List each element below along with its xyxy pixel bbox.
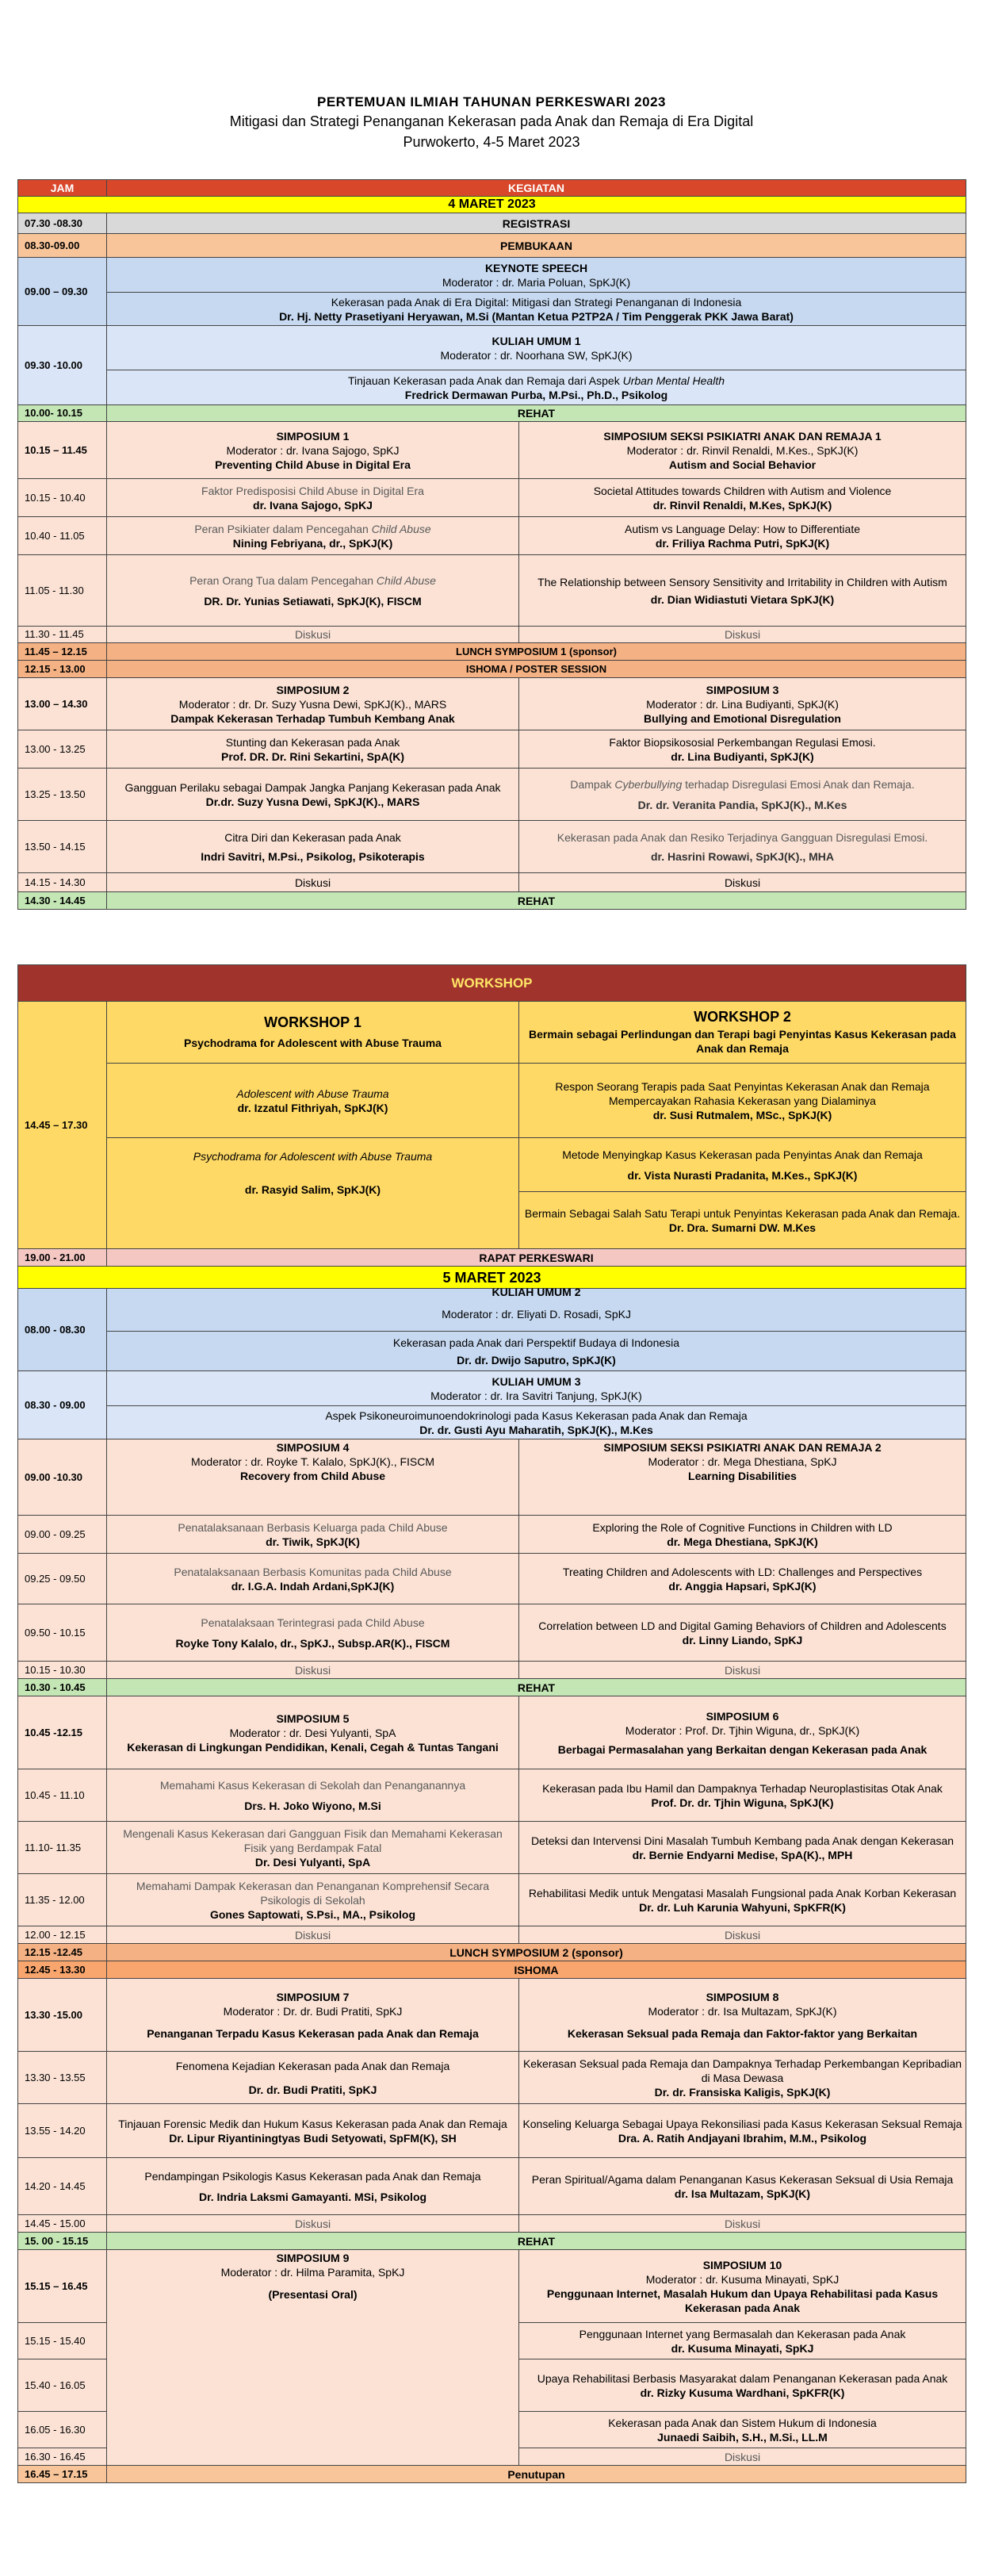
time-cell: 10.45 -12.15 <box>18 1696 107 1769</box>
time-cell: 08.30-09.00 <box>18 234 107 258</box>
keynote-topic-cell <box>107 293 966 326</box>
session-cell: Mengenali Kasus Kekerasan dari Gangguan Fisik dan Memahami Kekerasan Fisik yang Berdampak Fatal Dr. Desi Yulyanti, SpA <box>107 1822 519 1874</box>
rehat-row: REHAT <box>107 1679 966 1696</box>
time-cell: 11.30 - 11.45 <box>18 627 107 643</box>
simposium-5-header: SIMPOSIUM 5 Moderator : dr. Desi Yulyanti, SpA Kekerasan di Lingkungan Pendidikan, Kenali, Cegah & Tuntas Tangani <box>107 1696 519 1769</box>
time-cell: 11.05 - 11.30 <box>18 555 107 627</box>
diskusi-cell: Diskusi <box>519 2215 966 2233</box>
page-title: PERTEMUAN ILMIAH TAHUNAN PERKESWARI 2023 <box>316 94 666 109</box>
session-cell: Peran Orang Tua dalam Pencegahan Child Abuse DR. Dr. Yunias Setiawati, SpKJ(K), FISCM <box>107 555 519 627</box>
keynote-topic: Kekerasan pada Anak di Era Digital: Mitigasi dan Strategi Penanganan di Indonesia <box>331 295 742 309</box>
col-header-kegiatan: KEGIATAN <box>107 180 966 197</box>
session-cell: Faktor Biopsikososial Perkembangan Regulasi Emosi. dr. Lina Budiyanti, SpKJ(K) <box>519 730 966 769</box>
diskusi-cell: Diskusi <box>519 2448 966 2466</box>
time-cell: 15.40 - 16.05 <box>18 2359 107 2412</box>
keynote-title: KEYNOTE SPEECH <box>484 261 588 274</box>
session-cell: Citra Diri dan Kekerasan pada Anak Indri Savitri, M.Psi., Psikolog, Psikoterapis <box>107 821 519 873</box>
diskusi-cell: Diskusi <box>107 1662 519 1679</box>
session-cell: Treating Children and Adolescents with LD: Challenges and Perspectives dr. Anggia Hapsari, SpKJ(K) <box>519 1554 966 1604</box>
workshop-2-session: Bermain Sebagai Salah Satu Terapi untuk Penyintas Kekerasan pada Anak dan Remaja. Dr. Dra. Sumarni DW. M.Kes <box>519 1192 966 1249</box>
session-cell: Upaya Rehabilitasi Berbasis Masyarakat dalam Penanganan Kekerasan pada Anak dr. Rizky Kusuma Wardhani, SpKFR(K) <box>519 2359 966 2412</box>
time-cell: 08.30 - 09.00 <box>18 1371 107 1439</box>
keynote-header <box>107 258 966 293</box>
session-cell: Dampak Cyberbullying terhadap Disregulasi Emosi Anak dan Remaja. Dr. dr. Veranita Pandia, SpKJ(K)., M.Kes <box>519 769 966 821</box>
time-cell: 10.15 – 11.45 <box>18 422 107 479</box>
simposium-seksi-2-header: SIMPOSIUM SEKSI PSIKIATRI ANAK DAN REMAJA 2 Moderator : dr. Mega Dhestiana, SpKJ Learning Disabilities <box>519 1439 966 1516</box>
session-cell: Memahami Kasus Kekerasan di Sekolah dan Penanganannya Drs. H. Joko Wiyono, M.Si <box>107 1769 519 1822</box>
session-cell: Peran Psikiater dalam Pencegahan Child Abuse Nining Febriyana, dr., SpKJ(K) <box>107 517 519 555</box>
time-cell: 16.30 - 16.45 <box>18 2448 107 2466</box>
time-cell: 14.45 - 15.00 <box>18 2215 107 2233</box>
time-cell: 14.30 - 14.45 <box>18 892 107 910</box>
penutupan-row: Penutupan <box>107 2466 966 2483</box>
simposium-9-header: SIMPOSIUM 9 Moderator : dr. Hilma Paramita, SpKJ (Presentasi Oral) <box>107 2250 519 2466</box>
kuliah-umum-moderator: Moderator : dr. Noorhana SW, SpKJ(K) <box>440 348 633 362</box>
diskusi-cell: Diskusi <box>519 1926 966 1944</box>
session-cell: Faktor Predisposisi Child Abuse in Digital Era dr. Ivana Sajogo, SpKJ <box>107 479 519 517</box>
schedule-day1-table <box>17 179 966 910</box>
diskusi-cell: Diskusi <box>107 1926 519 1944</box>
time-cell: 09.30 -10.00 <box>18 326 107 405</box>
simposium-1-header: SIMPOSIUM 1 Moderator : dr. Ivana Sajogo, SpKJ Preventing Child Abuse in Digital Era <box>107 422 519 479</box>
lunch-symposium-row: LUNCH SYMPOSIUM 1 (sponsor) <box>107 643 966 661</box>
event-place-date: Purwokerto, 4-5 Maret 2023 <box>403 134 580 150</box>
time-cell: 15.15 – 16.45 <box>18 2250 107 2323</box>
session-cell: Correlation between LD and Digital Gaming Behaviors of Children and Adolescents dr. Linny Liando, SpKJ <box>519 1604 966 1662</box>
time-cell: 07.30 -08.30 <box>18 213 107 234</box>
time-cell: 09.50 - 10.15 <box>18 1604 107 1662</box>
workshop-2-session: Metode Menyingkap Kasus Kekerasan pada Penyintas Anak dan Remaja dr. Vista Nurasti Pradanita, M.Kes., SpKJ(K) <box>519 1138 966 1192</box>
page-subtitle: Mitigasi dan Strategi Penanganan Kekerasan pada Anak dan Remaja di Era Digital <box>229 113 754 129</box>
kuliah-umum-3-header: KULIAH UMUM 3 Moderator : dr. Ira Savitri Tanjung, SpKJ(K) <box>107 1371 966 1406</box>
time-cell: 13.25 - 13.50 <box>18 769 107 821</box>
time-cell: 16.05 - 16.30 <box>18 2412 107 2448</box>
time-cell: 14.45 – 17.30 <box>18 1002 107 1249</box>
simposium-seksi-1-header: SIMPOSIUM SEKSI PSIKIATRI ANAK DAN REMAJA 1 Moderator : dr. Rinvil Renaldi, M.Kes., SpKJ(K) Autism and Social Behavior <box>519 422 966 479</box>
diskusi-cell: Diskusi <box>107 873 519 892</box>
session-cell: Peran Spiritual/Agama dalam Penanganan Kasus Kekerasan Seksual di Usia Remaja dr. Isa Multazam, SpKJ(K) <box>519 2158 966 2215</box>
time-cell: 13.30 -15.00 <box>18 1979 107 2052</box>
session-cell: Kekerasan pada Anak dan Resiko Terjadinya Gangguan Disregulasi Emosi. dr. Hasrini Rowawi, SpKJ(K)., MHA <box>519 821 966 873</box>
time-cell: 12.15 -12.45 <box>18 1944 107 1961</box>
time-cell: 10.15 - 10.30 <box>18 1662 107 1679</box>
session-cell: Fenomena Kejadian Kekerasan pada Anak dan Remaja Dr. dr. Budi Pratiti, SpKJ <box>107 2052 519 2104</box>
session-cell: Rehabilitasi Medik untuk Mengatasi Masalah Fungsional pada Anak Korban Kekerasan Dr. dr. Luh Karunia Wahyuni, SpKFR(K) <box>519 1874 966 1926</box>
time-cell: 13.55 - 14.20 <box>18 2104 107 2158</box>
simposium-6-header: SIMPOSIUM 6 Moderator : Prof. Dr. Tjhin Wiguna, dr., SpKJ(K) Berbagai Permasalahan yang Berkaitan dengan Kekerasan pada Anak <box>519 1696 966 1769</box>
time-cell: 11.10- 11.35 <box>18 1822 107 1874</box>
kuliah-umum-1-header <box>107 326 966 370</box>
time-cell: 10.30 - 10.45 <box>18 1679 107 1696</box>
simposium-7-header: SIMPOSIUM 7 Moderator : Dr. dr. Budi Pratiti, SpKJ Penanganan Terpadu Kasus Kekerasan pada Anak dan Remaja <box>107 1979 519 2052</box>
kuliah-umum-title: KULIAH UMUM 1 <box>492 334 581 347</box>
time-cell: 13.30 - 13.55 <box>18 2052 107 2104</box>
session-cell: Kekerasan Seksual pada Remaja dan Dampaknya Terhadap Perkembangan Kepribadian di Masa Dewasa Dr. dr. Fransiska Kaligis, SpKJ(K) <box>519 2052 966 2104</box>
ishoma-row: ISHOMA <box>107 1961 966 1979</box>
time-cell: 08.00 - 08.30 <box>18 1289 107 1371</box>
session-cell: Penatalaksaan Terintegrasi pada Child Abuse Royke Tony Kalalo, dr., SpKJ., Subsp.AR(K)., FISCM <box>107 1604 519 1662</box>
diskusi-cell: Diskusi <box>519 1662 966 1679</box>
kuliah-umum-2-topic-cell: Kekerasan pada Anak dari Perspektif Budaya di Indonesia Dr. dr. Dwijo Saputro, SpKJ(K) <box>107 1332 966 1371</box>
time-cell: 13.50 - 14.15 <box>18 821 107 873</box>
time-cell: 12.45 - 13.30 <box>18 1961 107 1979</box>
time-cell: 11.45 – 12.15 <box>18 643 107 661</box>
lunch-symposium-row: LUNCH SYMPOSIUM 2 (sponsor) <box>107 1944 966 1961</box>
workshop-1-session: Adolescent with Abuse Trauma dr. Izzatul Fithriyah, SpKJ(K) <box>107 1064 519 1138</box>
kuliah-umum-3-topic-cell: Aspek Psikoneuroimunoendokrinologi pada Kasus Kekerasan pada Anak dan Remaja Dr. dr. Gusti Ayu Maharatih, SpKJ(K)., M.Kes <box>107 1406 966 1439</box>
time-cell: 15.15 - 15.40 <box>18 2323 107 2359</box>
diskusi-cell: Diskusi <box>107 2215 519 2233</box>
session-cell: Deteksi dan Intervensi Dini Masalah Tumbuh Kembang pada Anak dengan Kekerasan dr. Bernie Endyarni Medise, SpA(K)., MPH <box>519 1822 966 1874</box>
diskusi-cell: Diskusi <box>519 873 966 892</box>
kuliah-umum-topic: Tinjauan Kekerasan pada Anak dan Remaja dari Aspek Urban Mental Health <box>348 374 725 387</box>
session-cell: Gangguan Perilaku sebagai Dampak Jangka Panjang Kekerasan pada Anak Dr.dr. Suzy Yusna Dewi, SpKJ(K)., MARS <box>107 769 519 821</box>
time-cell: 15. 00 - 15.15 <box>18 2233 107 2250</box>
day1-date-banner: 4 MARET 2023 <box>18 197 966 213</box>
session-cell: Stunting dan Kekerasan pada Anak Prof. DR. Dr. Rini Sekartini, SpA(K) <box>107 730 519 769</box>
session-cell: Kekerasan pada Anak dan Sistem Hukum di Indonesia Junaedi Saibih, S.H., M.Si., LL.M <box>519 2412 966 2448</box>
kuliah-umum-speaker: Fredrick Dermawan Purba, M.Psi., Ph.D., Psikolog <box>404 388 668 401</box>
workshop-banner: WORKSHOP <box>18 965 966 1002</box>
time-cell: 13.00 - 13.25 <box>18 730 107 769</box>
session-cell: Autism vs Language Delay: How to Differentiate dr. Friliya Rachma Putri, SpKJ(K) <box>519 517 966 555</box>
time-cell: 09.00 -10.30 <box>18 1439 107 1516</box>
time-cell: 14.15 - 14.30 <box>18 873 107 892</box>
time-cell: 14.20 - 14.45 <box>18 2158 107 2215</box>
workshop-2-session: Respon Seorang Terapis pada Saat Penyintas Kekerasan Anak dan Remaja Mempercayakan Rahasia Kekerasan yang Dialaminya dr. Susi Rutmalem, MSc., SpKJ(K) <box>519 1064 966 1138</box>
simposium-3-header: SIMPOSIUM 3 Moderator : dr. Lina Budiyanti, SpKJ(K) Bullying and Emotional Disregulation <box>519 678 966 730</box>
workshop-2-header: WORKSHOP 2 Bermain sebagai Perlindungan dan Terapi bagi Penyintas Kasus Kekerasan pada Anak dan Remaja <box>519 1002 966 1064</box>
registrasi-row: REGISTRASI <box>107 213 966 234</box>
simposium-10-header: SIMPOSIUM 10 Moderator : dr. Kusuma Minayati, SpKJ Penggunaan Internet, Masalah Hukum dan Upaya Rehabilitasi pada Kasus Kekerasan pada Anak <box>519 2250 966 2323</box>
session-cell: Penatalaksanaan Berbasis Keluarga pada Child Abuse dr. Tiwik, SpKJ(K) <box>107 1516 519 1554</box>
time-cell: 12.00 - 12.15 <box>18 1926 107 1944</box>
session-cell: Pendampingan Psikologis Kasus Kekerasan pada Anak dan Remaja Dr. Indria Laksmi Gamayanti. MSi, Psikolog <box>107 2158 519 2215</box>
keynote-speaker: Dr. Hj. Netty Prasetiyani Heryawan, M.Si (Mantan Ketua P2TP2A / Tim Penggerak PKK Jawa Barat) <box>279 309 794 323</box>
session-cell: The Relationship between Sensory Sensitivity and Irritability in Children with Autism dr. Dian Widiastuti Vietara SpKJ(K) <box>519 555 966 627</box>
rehat-row: REHAT <box>107 2233 966 2250</box>
time-cell: 10.45 - 11.10 <box>18 1769 107 1822</box>
time-cell: 09.25 - 09.50 <box>18 1554 107 1604</box>
ishoma-row: ISHOMA / POSTER SESSION <box>107 661 966 678</box>
keynote-moderator: Moderator : dr. Maria Poluan, SpKJ(K) <box>442 275 631 289</box>
schedule-workshop-day2-table <box>17 964 966 2483</box>
session-cell: Exploring the Role of Cognitive Functions in Children with LD dr. Mega Dhestiana, SpKJ(K) <box>519 1516 966 1554</box>
kuliah-umum-1-topic-cell <box>107 370 966 405</box>
rehat-row: REHAT <box>107 892 966 910</box>
time-cell: 16.45 – 17.15 <box>18 2466 107 2483</box>
session-cell: Memahami Dampak Kekerasan dan Penanganan Komprehensif Secara Psikologis di Sekolah Gones Saptowati, S.Psi., MA., Psikolog <box>107 1874 519 1926</box>
day2-date-banner: 5 MARET 2023 <box>18 1267 966 1289</box>
time-cell: 19.00 - 21.00 <box>18 1249 107 1267</box>
rapat-row: RAPAT PERKESWARI <box>107 1249 966 1267</box>
pembukaan-row: PEMBUKAAN <box>107 234 966 258</box>
diskusi-cell: Diskusi <box>519 627 966 643</box>
session-cell: Societal Attitudes towards Children with Autism and Violence dr. Rinvil Renaldi, M.Kes, SpKJ(K) <box>519 479 966 517</box>
time-cell: 09.00 – 09.30 <box>18 258 107 326</box>
simposium-8-header: SIMPOSIUM 8 Moderator : dr. Isa Multazam, SpKJ(K) Kekerasan Seksual pada Remaja dan Faktor-faktor yang Berkaitan <box>519 1979 966 2052</box>
workshop-1-session: Psychodrama for Adolescent with Abuse Trauma dr. Rasyid Salim, SpKJ(K) <box>107 1138 519 1249</box>
page-header <box>0 0 983 163</box>
time-cell: 10.00- 10.15 <box>18 405 107 422</box>
diskusi-cell: Diskusi <box>107 627 519 643</box>
workshop-1-header: WORKSHOP 1 Psychodrama for Adolescent with Abuse Trauma <box>107 1002 519 1064</box>
rehat-row: REHAT <box>107 405 966 422</box>
session-cell: Penatalaksanaan Berbasis Komunitas pada Child Abuse dr. I.G.A. Indah Ardani,SpKJ(K) <box>107 1554 519 1604</box>
time-cell: 10.40 - 11.05 <box>18 517 107 555</box>
simposium-4-header: SIMPOSIUM 4 Moderator : dr. Royke T. Kalalo, SpKJ(K)., FISCM Recovery from Child Abuse <box>107 1439 519 1516</box>
session-cell: Penggunaan Internet yang Bermasalah dan Kekerasan pada Anak dr. Kusuma Minayati, SpKJ <box>519 2323 966 2359</box>
session-cell: Tinjauan Forensic Medik dan Hukum Kasus Kekerasan pada Anak dan Remaja Dr. Lipur Riyantiningtyas Budi Setyowati, SpFM(K), SH <box>107 2104 519 2158</box>
time-cell: 13.00 – 14.30 <box>18 678 107 730</box>
kuliah-umum-2-header: KULIAH UMUM 2 Moderator : dr. Eliyati D. Rosadi, SpKJ <box>107 1289 966 1332</box>
session-cell: Konseling Keluarga Sebagai Upaya Rekonsiliasi pada Kasus Kekerasan Seksual Remaja Dra. A. Ratih Andjayani Ibrahim, M.M., Psikolog <box>519 2104 966 2158</box>
simposium-2-header: SIMPOSIUM 2 Moderator : dr. Dr. Suzy Yusna Dewi, SpKJ(K)., MARS Dampak Kekerasan Terhadap Tumbuh Kembang Anak <box>107 678 519 730</box>
time-cell: 09.00 - 09.25 <box>18 1516 107 1554</box>
session-cell: Kekerasan pada Ibu Hamil dan Dampaknya Terhadap Neuroplastisitas Otak Anak Prof. Dr. dr. Tjhin Wiguna, SpKJ(K) <box>519 1769 966 1822</box>
time-cell: 10.15 - 10.40 <box>18 479 107 517</box>
time-cell: 11.35 - 12.00 <box>18 1874 107 1926</box>
time-cell: 12.15 - 13.00 <box>18 661 107 678</box>
col-header-jam: JAM <box>18 180 107 197</box>
